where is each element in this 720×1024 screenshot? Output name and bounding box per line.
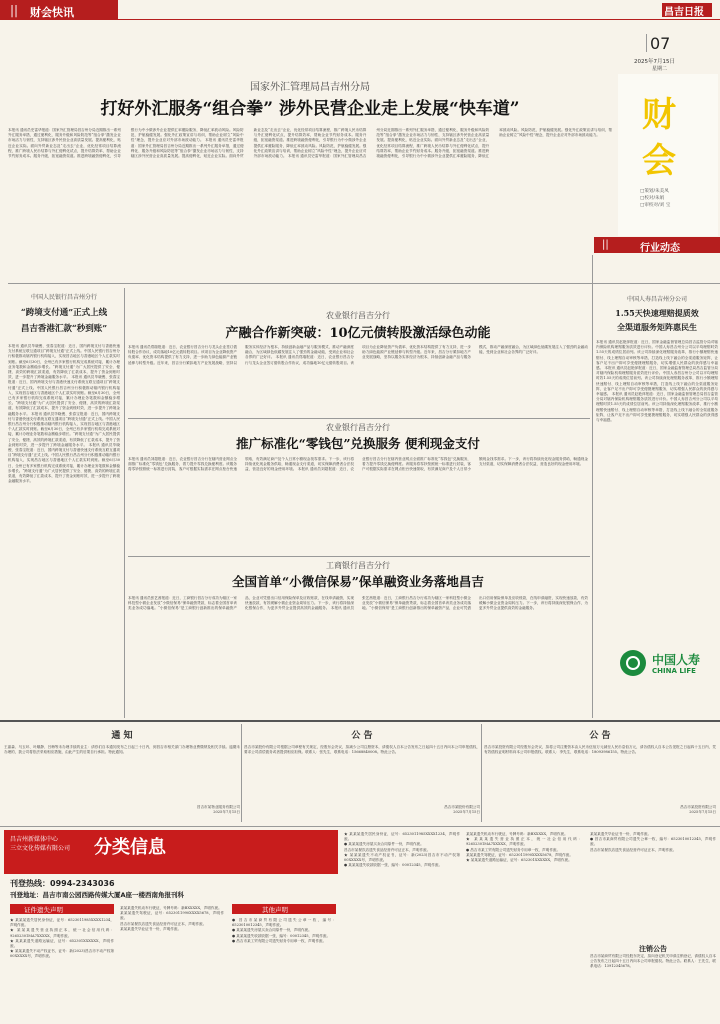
article2-kicker: 中国人民银行昌吉州分行 (30, 294, 97, 301)
other-section-title: 其他声明 (262, 906, 288, 914)
notice-2 (244, 724, 480, 824)
article6-body (596, 340, 718, 640)
list-item: ● 某某某遗失收款收据一张，编号：00012345，声明作废。 (232, 933, 331, 938)
notice-issuer: 昌吉市某股份有限公司 (444, 805, 480, 809)
other-items (232, 918, 336, 1022)
divider (0, 720, 720, 722)
list-item: ● 某某某遗失收款收据一张，编号：00012345，声明作废。 (344, 863, 443, 868)
divider (128, 418, 590, 419)
list-item: 昌吉市某餐饮店遗失食品经营许可证正本，声明作废。 (120, 921, 207, 926)
article6-text-cont: 本报讯 通讯员赵艳萍报道：近日，国家金融监督管理总局昌吉监管分局对辖内保险机构理赔服务质效进行评价。中国人寿昌吉州分公司以平均理赔时效1.55天的成绩位居前列。该公司持续深化理赔服务改革，推行小额理赔快速赔付、线上理赔自动审核等举措，打造线上线下融合的全渠道服务矩阵，让客户足不出户即可享受便捷理赔服务，切实增强人民群众的获得感与幸福感。 (596, 392, 718, 423)
page-number-divider (646, 34, 647, 52)
article1-body (8, 128, 612, 278)
article2-headline-2: 昌吉香港汇款“秒到账” (20, 324, 108, 334)
china-life-logo-en: CHINA LIFE (652, 667, 696, 675)
article6-text: 本报讯 通讯员赵艳萍报道：近日，国家金融监督管理总局昌吉监管分局对辖内保险机构理赔服务质效进行评价。中国人寿昌吉州分公司以平均理赔时效1.55天的成绩位居前列。该公司持续深化理赔服务改革，推行小额理赔快速赔付、线上理赔自动审核等举措，打造线上线下融合的全渠道服务矩阵，让客户足不出户即可享受便捷理赔服务，切实增强人民群众的获得感与幸福感。 (596, 340, 718, 371)
classifieds-title: 分类信息 (94, 837, 166, 858)
article4-body (128, 457, 588, 553)
notice-3 (484, 724, 716, 824)
divider-vertical (124, 288, 125, 718)
article5-text-cont: 本报讯 通讯员张艺茜报道：近日，工商银行昌吉分行成功为辖区一家科技型小微企业发放“小微信保易”保单融资贷款，标志着全国首单该类业务成功落地。“小微信保易”是工商银行创新推出的保单融资产品，企业可凭借出口信用保险保单及应收账款，在线申请融资，实现快速放款，有效缓解小微企业资金周转压力。下一步，该行将持续深化银保合作，为更多外贸企业提供高效的金融服务。 (330, 596, 588, 611)
banner-editor: □审校对/刘 宝 (640, 203, 671, 208)
article5-headline: 全国首单“小微信保易”保单融资业务落地昌吉 (232, 574, 484, 589)
article6-text-cont: 本报讯 通讯员赵艳萍报道：近日，国家金融监督管理总局昌吉监管分局对辖内保险机构理赔服务质效进行评价。中国人寿昌吉州分公司以平均理赔时效1.55天的成绩位居前列。该公司持续深化理赔服务改革，推行小额理赔快速赔付、线上理赔自动审核等举措，打造线上线下融合的全渠道服务矩阵，让客户足不出户即可享受便捷理赔服务，切实增强人民群众的获得感与幸福感。 (596, 366, 718, 397)
classifieds-org-1: 昌吉州新媒体中心 (10, 836, 59, 843)
classifieds-col5 (466, 832, 582, 1022)
article1-kicker: 国家外汇管理局昌吉州分局 (250, 82, 370, 93)
article1-text: 本报讯 通讯员史雷华报道：国家外汇管理局昌吉州分局近期推出一系列外汇服务举措，通过便利化、服务升级和风险防范等“组合拳”激发企业市场活力与韧性，支持辖区涉外民营企业高质量发展。提高便利化，贴近企业实际。面向外贸新业态及“走出去”企业，优化经常项目结算流程，推广跨境人民币结算与外汇便利化试点，提升结算效率，帮助企业节约财务成本。服务升级，拓宽融资渠道。推进跨境融资便利化，引导银行为中小微涉外企业提供汇率避险服务，降低汇率波动风险。风险防范，护航稳健发展。强化外汇政策宣讲与培训，帮助企业树立“风险中性”理念，提升企业应对外部市场波动能力。 (8, 128, 244, 159)
section-tag: 行业动态 (640, 243, 680, 254)
list-item: 昌吉市某餐饮店遗失食品经营许可证正本，声明作废。 (590, 847, 677, 852)
masthead-rule (115, 19, 720, 20)
classifieds-phone: 刊登热线：0994-2343036 (10, 879, 115, 888)
list-item: ★ 某某某遗失居民身份证，证号：6523011985XXXX1234，声明作废。 (344, 832, 460, 842)
classifieds-header (4, 830, 338, 874)
list-item: ★ 某某某遗失道路运输证，证号：652301XXXXXX，声明作废。 (10, 938, 114, 949)
list-item: ★ 某某某遗失道路运输证，证号：652301XXXXXX，声明作废。 (466, 858, 572, 863)
list-item: ● 昌吉市某商贸有限公司遗失公章一枚，编号：6523010012345，声明作废。 (590, 837, 716, 847)
notice-title: 公 告 (351, 731, 373, 741)
article6-headline-1: 1.55天快速理赔提质效 (615, 308, 699, 318)
loss-items (10, 918, 114, 1022)
article5-text: 本报讯 通讯员张艺茜报道：近日，工商银行昌吉分行成功为辖区一家科技型小微企业发放“小微信保易”保单融资贷款，标志着全国首单该类业务成功落地。“小微信保易”是工商银行创新推出的保单融资产品，企业可凭借出口信用保险保单及应收账款，在线申请融资，实现快速放款，有效缓解小微企业资金周转压力。下一步，该行将持续深化银保合作，为更多外贸企业提供高效的金融服务。 (128, 596, 354, 611)
page-number: 07 (650, 34, 671, 53)
notice-body: 王嘉森、马玉环、叶顺静、吕梅等未办理手续的业主：请你们自本通知发布之日起三十日内，到昌吉市相关部门办理物业费缴纳及相关手续。逾期未办理的，我公司将依法采取相应措施，由此产生的后果自行承担。特此通知。 (4, 745, 240, 755)
notice-issuer: 昌吉市某投资有限公司 (680, 805, 716, 809)
notice-issuer: 昌吉市某物业服务有限公司 (196, 805, 240, 809)
list-item: 某某某遗失机动车行驶证，号牌号码：新BXXXXX，声明作废。 (120, 906, 222, 910)
article4-headline: 推广标准化“零钱包”兑换服务 便利现金支付 (236, 436, 480, 451)
article4-text-cont: 本报讯 通讯员刘超报道：近日，农业银行昌吉分行在辖内营业网点全面推广标准化“零钱包”兑换服务，着力提升零钱兑换便利度。该服务将零钞按照统一标准进行封装，客户可根据实际需求在网点柜台快速领取，有效满足商户及个人日常小额现金找零需求。下一步，该行将持续优化现金服务供给，畅通现金支付渠道，切实保障消费者合法权益，营造良好的现金使用环境。 (297, 457, 588, 472)
classifieds-org-2: 三立文化传媒有限公司 (10, 845, 71, 852)
list-item: ● 昌吉市某工贸有限公司遗失财务专用章一枚，声明作废。 (466, 847, 561, 852)
classifieds-col4 (344, 832, 460, 1022)
list-item: ● 某某某遗失房屋买卖合同原件一份，声明作废。 (344, 842, 424, 847)
divider-vertical (481, 724, 482, 822)
article5-kicker: 工商银行昌吉分行 (326, 561, 390, 570)
notice-body: 昌吉市某股份有限公司根据公司章程有关规定，经股东会决议，拟减少公司注册资本，请债权人自本公告发布之日起四十五日内向本公司申报债权，要求公司清偿债务或者提供相应担保。联系人：张先生，联系电话：15668840008。特此公告。 (244, 745, 480, 755)
notice-title: 公 告 (589, 731, 611, 741)
list-item: ● 某某某遗失房屋买卖合同原件一份，声明作废。 (232, 928, 312, 933)
divider (0, 826, 720, 827)
notice-title: 通 知 (111, 731, 133, 741)
article6-headline-2: 全渠道服务矩阵惠民生 (617, 322, 697, 332)
cancellation-notice-title: 注销公告 (639, 944, 667, 953)
issue-weekday: 星期二 (652, 66, 668, 72)
china-life-logo-cn: 中国人寿 (652, 653, 701, 667)
divider-vertical (592, 255, 593, 718)
issue-date: 2025年7月15日 (634, 59, 675, 65)
classifieds-col6 (590, 832, 716, 942)
section-label-text: 财会快讯 (30, 6, 74, 19)
masthead-bar (0, 0, 720, 20)
cancellation-notice-body: 昌吉市某商贸有限公司经股东决定，拟向登记机关申请注销登记，请债权人自本公告发布之日起四十五日内向本公司申报债权。特此公告。联系人：王先生，联系电话：13912345678。 (590, 954, 716, 969)
loss-section-title: 证件遗失声明 (24, 906, 63, 914)
article3-body (128, 345, 588, 415)
article2-headline-1: “跨境支付通”正式上线 (20, 308, 108, 318)
list-item: ● 昌吉市某商贸有限公司遗失公章一枚，编号：6523010012345，声明作废。 (232, 918, 336, 928)
notice-body: 昌吉市某投资有限公司经股东会决议，拟将公司注册资本由人民币伍佰万元减至人民币壹佰万元，请各债权人自本公告见报之日起四十五日内，凭有效债权证明材料向本公司申报债权。联系人：李先生，联系电话：18093986155。特此公告。 (484, 745, 716, 755)
list-item: 某某某遗失驾驶证，证号：6523011990XXXX5678，声明作废。 (120, 911, 224, 921)
article2-body (8, 344, 120, 714)
article2-text-cont: 本报讯 通讯员毕晓俊、张春宝报道：近日，国内跨境支付与香港快速支付系统互联互通项目“跨境支付通”正式上线。中国人民银行昌吉州分行积极推动辖内银行机构接入，实现昌吉地区与香港地区个人汇款实时到账。截至6月30日，全州已有多家银行机构完成系统对接，累计办理业务笔数和金额稳步增长。“跨境支付通”为广大居民提供了安全、便捷、高效的跨境汇款渠道，有效降低了汇款成本，提升了资金到账时效，进一步提升了跨境金融服务水平。 (8, 442, 120, 484)
notice-1 (4, 724, 240, 824)
article3-headline: 产融合作新突破：10亿元债转股激活绿色动能 (225, 326, 491, 341)
classifieds-address: 刊登地址：昌吉市南公园西路传媒大厦A座一楼西南角报刊科 (10, 891, 185, 899)
list-item: 昌吉市某餐饮店遗失食品经营许可证正本，声明作废。 (344, 847, 431, 852)
list-item: 某某某遗失驾驶证，证号：6523011990XXXX5678，声明作废。 (466, 852, 573, 857)
notice-date: 2025年7月15日 (453, 810, 480, 815)
list-item: ★ 某某某遗失居民身份证，证号：6523011985XXXX1234，声明作废。 (10, 918, 114, 928)
article2-text: 本报讯 通讯员毕晓俊、张春宝报道：近日，国内跨境支付与香港快速支付系统互联互通项目“跨境支付通”正式上线。中国人民银行昌吉州分行积极推动辖内银行机构接入，实现昌吉地区与香港地区个人汇款实时到账。截至6月30日，全州已有多家银行机构完成系统对接，累计办理业务笔数和金额稳步增长。“跨境支付通”为广大居民提供了安全、便捷、高效的跨境汇款渠道，有效降低了汇款成本，提升了资金到账时效，进一步提升了跨境金融服务水平。 (8, 344, 120, 380)
paper-name: 昌吉日报 (664, 7, 704, 18)
article3-kicker: 农业银行昌吉分行 (326, 311, 390, 320)
list-item: 某某某遗失机动车行驶证，号牌号码：新BXXXXX，声明作废。 (466, 832, 568, 836)
article1-headline: 打好外汇服务“组合拳” 涉外民营企业走上发展“快车道” (100, 99, 520, 119)
article3-text: 本报讯 通讯员郑瑞报道：近日，农业银行昌吉分行与龙头企业签订债转股合作协议，成功落地10亿元债转股项目。该项目为企业降低资产负债率、优化资本结构提供了有力支持，进一步助力绿色能源产业链延伸与转型升级。近年来，昌吉分行紧扣地方产业发展战略，坚持以服务实体经济为根本，持续创新金融产品与服务模式，推动产融深度融合，为区域绿色低碳发展注入了强劲的金融动能，受到企业和社会各界的广泛好评。 (128, 345, 354, 365)
list-item: ★ 某某某遗失不动产权证书，证号：新(2023)昌吉市不动产权第00XXXXX号，声明作废。 (344, 852, 460, 863)
article2-text-cont: 本报讯 通讯员毕晓俊、张春宝报道：近日，国内跨境支付与香港快速支付系统互联互通项目“跨境支付通”正式上线。中国人民银行昌吉州分行积极推动辖内银行机构接入，实现昌吉地区与香港地区个人汇款实时到账。截至6月30日，全州已有多家银行机构完成系统对接，累计办理业务笔数和金额稳步增长。“跨境支付通”为广大居民提供了安全、便捷、高效的跨境汇款渠道，有效降低了汇款成本，提升了资金到账时效，进一步提升了跨境金融服务水平。 (8, 411, 120, 447)
list-item: ★ 某某某遗失不动产权证书，证号：新(2023)昌吉市不动产权第00XXXXX号，声明作废。 (10, 949, 114, 959)
section-tag-mark: || (602, 239, 609, 250)
article4-kicker: 农业银行昌吉分行 (326, 423, 390, 432)
banner-editor: □策划/朱美凤 (640, 189, 669, 194)
notice-date: 2025年7月15日 (689, 810, 716, 815)
article5-body (128, 596, 588, 716)
list-item: ★ 某某某遗失营业执照正本，统一社会信用代码：92652301MA7XXXXX，声明作废。 (10, 928, 114, 938)
banner-editors (640, 188, 670, 209)
article4-text: 本报讯 通讯员刘超报道：近日，农业银行昌吉分行在辖内营业网点全面推广标准化“零钱包”兑换服务，着力提升零钱兑换便利度。该服务将零钞按照统一标准进行封装，客户可根据实际需求在网点柜台快速领取，有效满足商户及个人日常小额现金找零需求。下一步，该行将持续优化现金服务供给，畅通现金支付渠道，切实保障消费者合法权益，营造良好的现金使用环境。 (128, 457, 354, 472)
article1-text-cont: 本报讯 通讯员史雷华报道：国家外汇管理局昌吉州分局近期推出一系列外汇服务举措，通过便利化、服务升级和风险防范等“组合拳”激发企业市场活力与韧性，支持辖区涉外民营企业高质量发展。提高便利化，贴近企业实际。面向外贸新业态及“走出去”企业，优化经常项目结算流程，推广跨境人民币结算与外汇便利化试点，提升结算效率，帮助企业节约财务成本。服务升级，拓宽融资渠道。推进跨境融资便利化，引导银行为中小微涉外企业提供汇率避险服务，降低汇率波动风险。风险防范，护航稳健发展。强化外汇政策宣讲与培训，帮助企业树立“风险中性”理念，提升企业应对外部市场波动能力。 (287, 128, 612, 159)
article3-text-cont: 本报讯 通讯员郑瑞报道：近日，农业银行昌吉分行与龙头企业签订债转股合作协议，成功落地10亿元债转股项目。该项目为企业降低资产负债率、优化资本结构提供了有力支持，进一步助力绿色能源产业链延伸与转型升级。近年来，昌吉分行紧扣地方产业发展战略，坚持以服务实体经济为根本，持续创新金融产品与服务模式，推动产融深度融合，为区域绿色低碳发展注入了强劲的金融动能，受到企业和社会各界的广泛好评。 (245, 345, 588, 365)
divider-vertical (241, 724, 242, 822)
list-item: 某某某遗失毕业证书一份，声明作废。 (120, 926, 182, 931)
banner-editor: □校对/朱娟 (640, 196, 665, 201)
article6-kicker: 中国人寿昌吉州分公司 (626, 296, 687, 303)
loss-items-col2 (120, 906, 224, 1022)
section-label-mark: || (10, 3, 19, 17)
divider (128, 556, 590, 557)
china-life-logo-mark (626, 656, 640, 670)
side-banner (618, 74, 718, 236)
list-item: 某某某遗失毕业证书一份，声明作废。 (590, 832, 652, 836)
article1-text-cont: 本报讯 通讯员史雷华报道：国家外汇管理局昌吉州分局近期推出一系列外汇服务举措，通过便利化、服务升级和风险防范等“组合拳”激发企业市场活力与韧性，支持辖区涉外民营企业高质量发展。提高便利化，贴近企业实际。面向外贸新业态及“走出去”企业，优化经常项目结算流程，推广跨境人民币结算与外汇便利化试点，提升结算效率，帮助企业节约财务成本。服务升级，拓宽融资渠道。推进跨境融资便利化，引导银行为中小微涉外企业提供汇率避险服务，降低汇率波动风险。风险防范，护航稳健发展。强化外汇政策宣讲与培训，帮助企业树立“风险中性”理念，提升企业应对外部市场波动能力。 (130, 128, 367, 159)
article2-text-cont: 本报讯 通讯员毕晓俊、张春宝报道：近日，国内跨境支付与香港快速支付系统互联互通项目“跨境支付通”正式上线。中国人民银行昌吉州分行积极推动辖内银行机构接入，实现昌吉地区与香港地区个人汇款实时到账。截至6月30日，全州已有多家银行机构完成系统对接，累计办理业务笔数和金额稳步增长。“跨境支付通”为广大居民提供了安全、便捷、高效的跨境汇款渠道，有效降低了汇款成本，提升了资金到账时效，进一步提升了跨境金融服务水平。 (8, 375, 120, 416)
list-item: ● 昌吉市某工贸有限公司遗失财务专用章一枚，声明作废。 (232, 938, 327, 943)
list-item: ★ 某某某遗失营业执照正本，统一社会信用代码：92652301MA7XXXXX，声明作废。 (466, 837, 582, 847)
divider (8, 283, 720, 284)
banner-big-characters: 财会 (642, 95, 676, 181)
notice-date: 2025年7月15日 (213, 810, 240, 815)
